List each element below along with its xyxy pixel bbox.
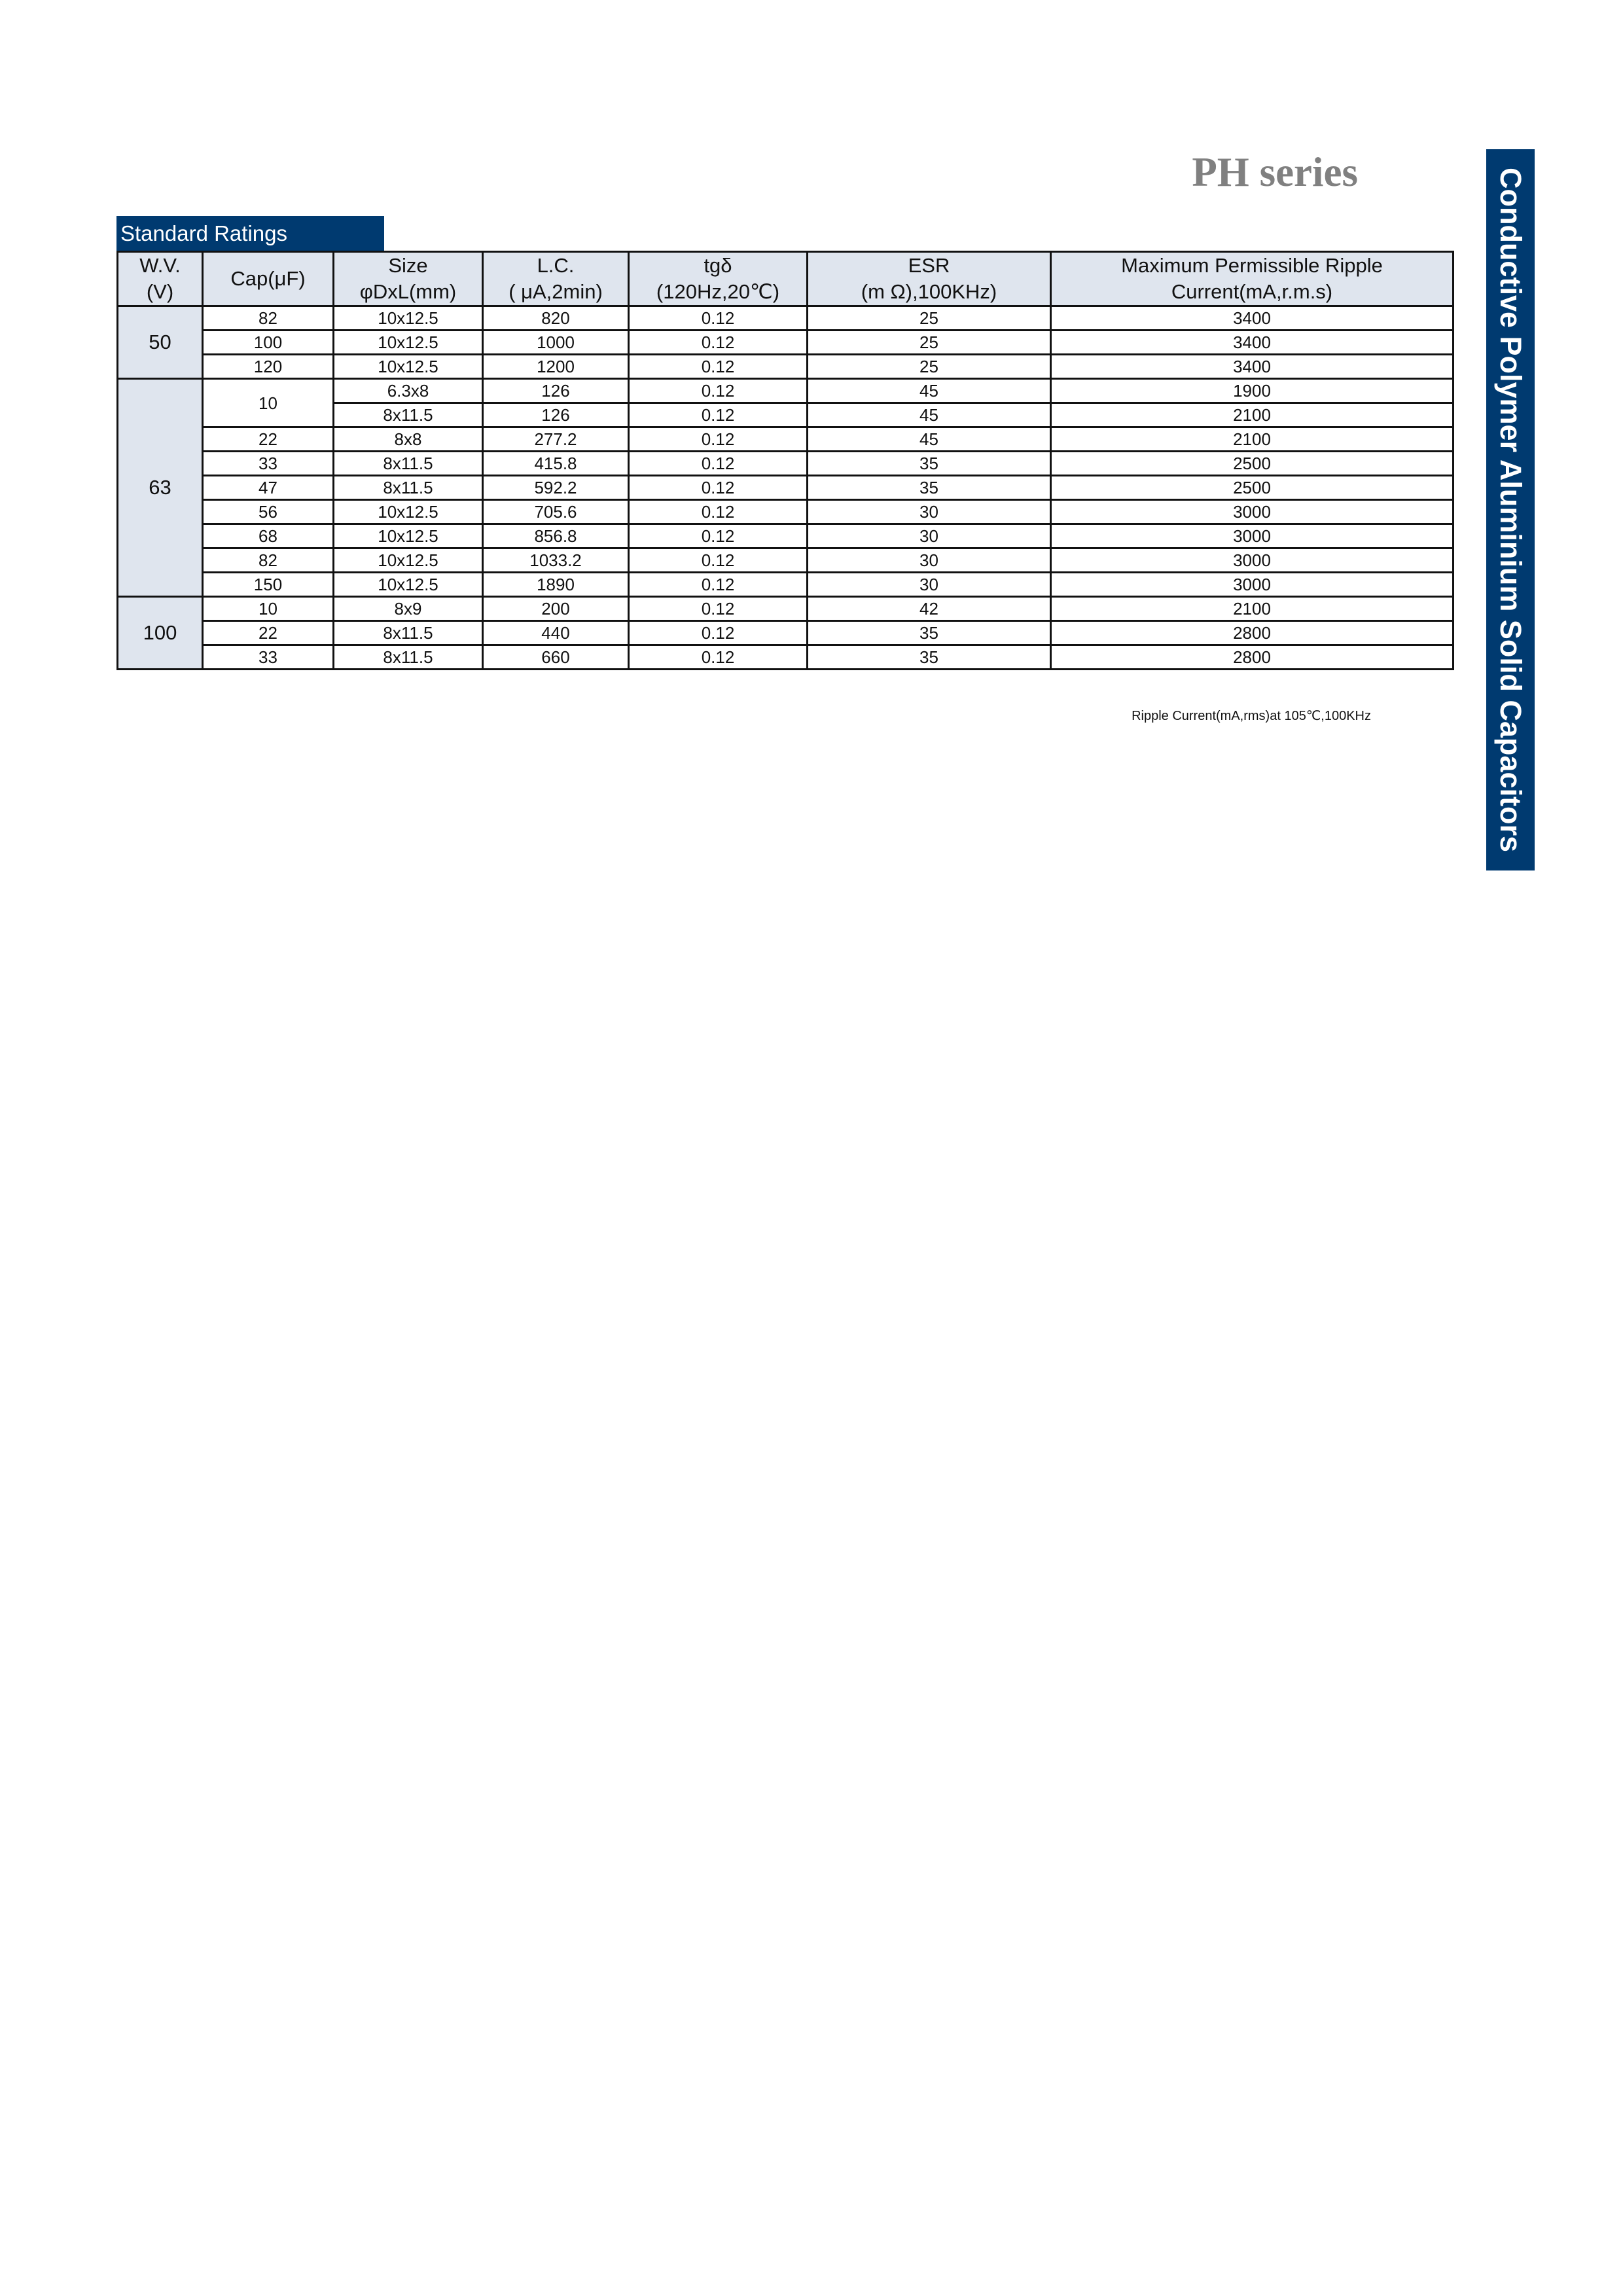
cell-size: 8x11.5	[334, 621, 483, 645]
cell-size: 10x12.5	[334, 331, 483, 355]
header-lc-line-2: ( μA,2min)	[508, 280, 603, 303]
cell-size: 8x9	[334, 597, 483, 621]
cell-cap: 33	[203, 645, 334, 670]
cell-tg: 0.12	[629, 427, 808, 452]
header-cap-line-1: Cap(μF)	[230, 267, 306, 290]
header-wv	[118, 252, 203, 306]
cell-lc: 856.8	[483, 524, 629, 548]
cell-cap: 82	[203, 548, 334, 573]
cell-cap: 68	[203, 524, 334, 548]
table-row	[118, 379, 1454, 403]
cell-ripple: 2100	[1051, 597, 1454, 621]
cell-tg: 0.12	[629, 573, 808, 597]
header-ripple-line-1: Maximum Permissible Ripple	[1121, 254, 1383, 277]
cell-wv: 63	[118, 379, 203, 597]
table-row	[118, 452, 1454, 476]
cell-size: 10x12.5	[334, 500, 483, 524]
table-row	[118, 476, 1454, 500]
cell-cap: 22	[203, 621, 334, 645]
header-ripple-line-2: Current(mA,r.m.s)	[1171, 280, 1333, 303]
cell-size: 8x11.5	[334, 403, 483, 427]
cell-tg: 0.12	[629, 331, 808, 355]
header-lc	[483, 252, 629, 306]
header-wv-line-1: W.V.	[139, 254, 181, 277]
table-row	[118, 524, 1454, 548]
header-esr-line-2: (m Ω),100KHz)	[861, 280, 997, 303]
cell-ripple: 3000	[1051, 500, 1454, 524]
cell-ripple: 3400	[1051, 331, 1454, 355]
cell-lc: 126	[483, 403, 629, 427]
header-esr	[808, 252, 1051, 306]
cell-esr: 30	[808, 548, 1051, 573]
cell-esr: 25	[808, 331, 1051, 355]
cell-cap: 100	[203, 331, 334, 355]
cell-ripple: 2500	[1051, 452, 1454, 476]
table-header-row	[118, 252, 1454, 306]
side-tab	[1486, 149, 1535, 870]
cell-tg: 0.12	[629, 524, 808, 548]
header-tg-line-1: tgδ	[704, 254, 732, 277]
cell-size: 10x12.5	[334, 524, 483, 548]
cell-tg: 0.12	[629, 452, 808, 476]
cell-size: 8x11.5	[334, 452, 483, 476]
cell-size: 10x12.5	[334, 573, 483, 597]
cell-ripple: 2500	[1051, 476, 1454, 500]
cell-esr: 30	[808, 500, 1051, 524]
cell-size: 10x12.5	[334, 548, 483, 573]
cell-size: 8x8	[334, 427, 483, 452]
cell-ripple: 3400	[1051, 355, 1454, 379]
cell-tg: 0.12	[629, 597, 808, 621]
cell-lc: 1000	[483, 331, 629, 355]
table-row	[118, 331, 1454, 355]
cell-cap: 47	[203, 476, 334, 500]
cell-cap: 82	[203, 306, 334, 331]
cell-cap: 56	[203, 500, 334, 524]
cell-wv: 50	[118, 306, 203, 379]
cell-ripple: 2100	[1051, 403, 1454, 427]
header-esr-line-1: ESR	[908, 254, 950, 277]
header-ripple	[1051, 252, 1454, 306]
cell-esr: 30	[808, 573, 1051, 597]
cell-lc: 1890	[483, 573, 629, 597]
cell-lc: 660	[483, 645, 629, 670]
header-lc-line-1: L.C.	[537, 254, 575, 277]
cell-cap: 10	[203, 597, 334, 621]
cell-esr: 42	[808, 597, 1051, 621]
cell-lc: 126	[483, 379, 629, 403]
cell-esr: 35	[808, 476, 1051, 500]
cell-cap: 10	[203, 379, 334, 427]
cell-wv: 100	[118, 597, 203, 670]
cell-ripple: 3000	[1051, 573, 1454, 597]
table-body	[118, 306, 1454, 670]
cell-tg: 0.12	[629, 306, 808, 331]
cell-lc: 200	[483, 597, 629, 621]
cell-size: 10x12.5	[334, 306, 483, 331]
cell-tg: 0.12	[629, 548, 808, 573]
section-label: Standard Ratings	[116, 216, 384, 251]
cell-esr: 30	[808, 524, 1051, 548]
cell-lc: 592.2	[483, 476, 629, 500]
cell-size: 6.3x8	[334, 379, 483, 403]
cell-lc: 415.8	[483, 452, 629, 476]
header-size-line-1: Size	[388, 254, 428, 277]
standard-ratings-table	[116, 251, 1454, 670]
cell-lc: 820	[483, 306, 629, 331]
cell-size: 8x11.5	[334, 645, 483, 670]
header-wv-line-2: (V)	[146, 280, 174, 303]
ripple-note: Ripple Current(mA,rms)at 105℃,100KHz	[1132, 709, 1371, 723]
table-row	[118, 645, 1454, 670]
cell-tg: 0.12	[629, 645, 808, 670]
cell-size: 10x12.5	[334, 355, 483, 379]
cell-ripple: 3000	[1051, 548, 1454, 573]
series-title: PH series	[1192, 149, 1358, 195]
cell-ripple: 3400	[1051, 306, 1454, 331]
cell-lc: 705.6	[483, 500, 629, 524]
cell-ripple: 2800	[1051, 645, 1454, 670]
table-row	[118, 548, 1454, 573]
table-row	[118, 621, 1454, 645]
cell-tg: 0.12	[629, 621, 808, 645]
cell-ripple: 1900	[1051, 379, 1454, 403]
header-size	[334, 252, 483, 306]
cell-esr: 45	[808, 379, 1051, 403]
cell-esr: 35	[808, 645, 1051, 670]
table-row	[118, 427, 1454, 452]
cell-tg: 0.12	[629, 379, 808, 403]
cell-ripple: 2100	[1051, 427, 1454, 452]
cell-lc: 1200	[483, 355, 629, 379]
cell-esr: 35	[808, 452, 1051, 476]
table-row	[118, 500, 1454, 524]
cell-lc: 1033.2	[483, 548, 629, 573]
cell-cap: 150	[203, 573, 334, 597]
header-size-line-2: φDxL(mm)	[359, 280, 457, 303]
header-tg-line-2: (120Hz,20℃)	[656, 280, 780, 303]
cell-esr: 25	[808, 306, 1051, 331]
cell-lc: 277.2	[483, 427, 629, 452]
cell-ripple: 2800	[1051, 621, 1454, 645]
cell-esr: 45	[808, 403, 1051, 427]
cell-cap: 33	[203, 452, 334, 476]
cell-lc: 440	[483, 621, 629, 645]
cell-cap: 22	[203, 427, 334, 452]
table-row	[118, 306, 1454, 331]
cell-tg: 0.12	[629, 403, 808, 427]
cell-tg: 0.12	[629, 476, 808, 500]
cell-esr: 25	[808, 355, 1051, 379]
table-row	[118, 573, 1454, 597]
cell-size: 8x11.5	[334, 476, 483, 500]
cell-esr: 45	[808, 427, 1051, 452]
cell-tg: 0.12	[629, 355, 808, 379]
table-row	[118, 597, 1454, 621]
header-tg	[629, 252, 808, 306]
side-tab-text: Conductive Polymer Aluminium Solid Capacitors	[1494, 167, 1527, 852]
cell-esr: 35	[808, 621, 1051, 645]
header-cap	[203, 252, 334, 306]
cell-tg: 0.12	[629, 500, 808, 524]
cell-cap: 120	[203, 355, 334, 379]
table-row	[118, 355, 1454, 379]
cell-ripple: 3000	[1051, 524, 1454, 548]
